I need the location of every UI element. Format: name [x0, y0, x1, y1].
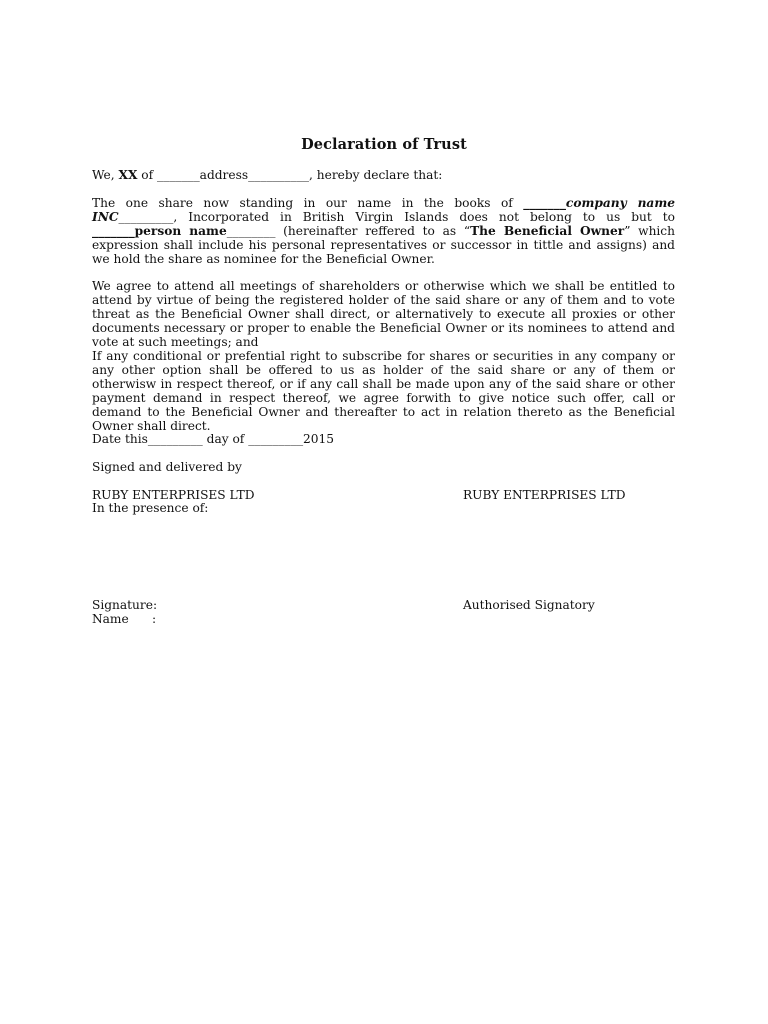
person-name-blank: _______person name: [92, 224, 227, 238]
presence-line: In the presence of:: [92, 501, 209, 515]
paragraph-share-ownership: [92, 196, 675, 266]
document-title: Declaration of Trust: [301, 136, 467, 153]
para1-text-1: The one share now standing in our name in the books of: [92, 196, 524, 210]
signed-delivered-line: Signed and delivered by: [92, 460, 242, 474]
right-company-name: RUBY ENTERPRISES LTD: [463, 488, 626, 502]
para1-text-2: _________, Incorporated in British Virgin Islands does not belong to us but to: [118, 210, 675, 224]
declarant-name: XX: [118, 168, 138, 182]
signature-label: Signature:: [92, 598, 158, 612]
date-line: Date this_________ day of _________2015: [92, 432, 335, 446]
company-name-blank: _______company name INC: [92, 196, 675, 224]
authorised-signatory-label: Authorised Signatory: [463, 598, 595, 612]
intro-we: We,: [92, 168, 119, 182]
beneficial-owner-term: The Beneficial Owner: [470, 224, 625, 238]
para1-text-4: ” which expression shall include his personal representatives or successor in tittle and assigns) and we hold the share as nominee for the Beneficial Owner.: [92, 224, 675, 266]
name-label: Name :: [92, 612, 157, 626]
paragraph-rights: If any conditional or prefential right to subscribe for shares or securities in any company or any other option shall be offered to us as holder of the said share or any of them or otherwisw in respect thereof, or if any call shall be made upon any of the said share or other payment demand in respect thereof, we agree forwith to give notice such offer, call or demand to the Beneficial Owner and thereafter to act in relation thereto as the Beneficial Owner shall direct.: [92, 349, 675, 433]
para1-text-3: ________ (hereinafter reffered to as “: [226, 224, 471, 238]
intro-rest: of _______address__________, hereby declare that:: [137, 168, 443, 182]
paragraph-meetings: We agree to attend all meetings of shareholders or otherwise which we shall be entitled to attend by virtue of being the registered holder of the said share or any of them and to vote threat as the Beneficial Owner shall direct, or alternatively to execute all proxies or other documents necessary or proper to enable the Beneficial Owner or its nominees to attend and vote at such meetings; and: [92, 279, 675, 349]
left-company-name: RUBY ENTERPRISES LTD: [92, 488, 255, 502]
intro-line: [92, 168, 442, 182]
